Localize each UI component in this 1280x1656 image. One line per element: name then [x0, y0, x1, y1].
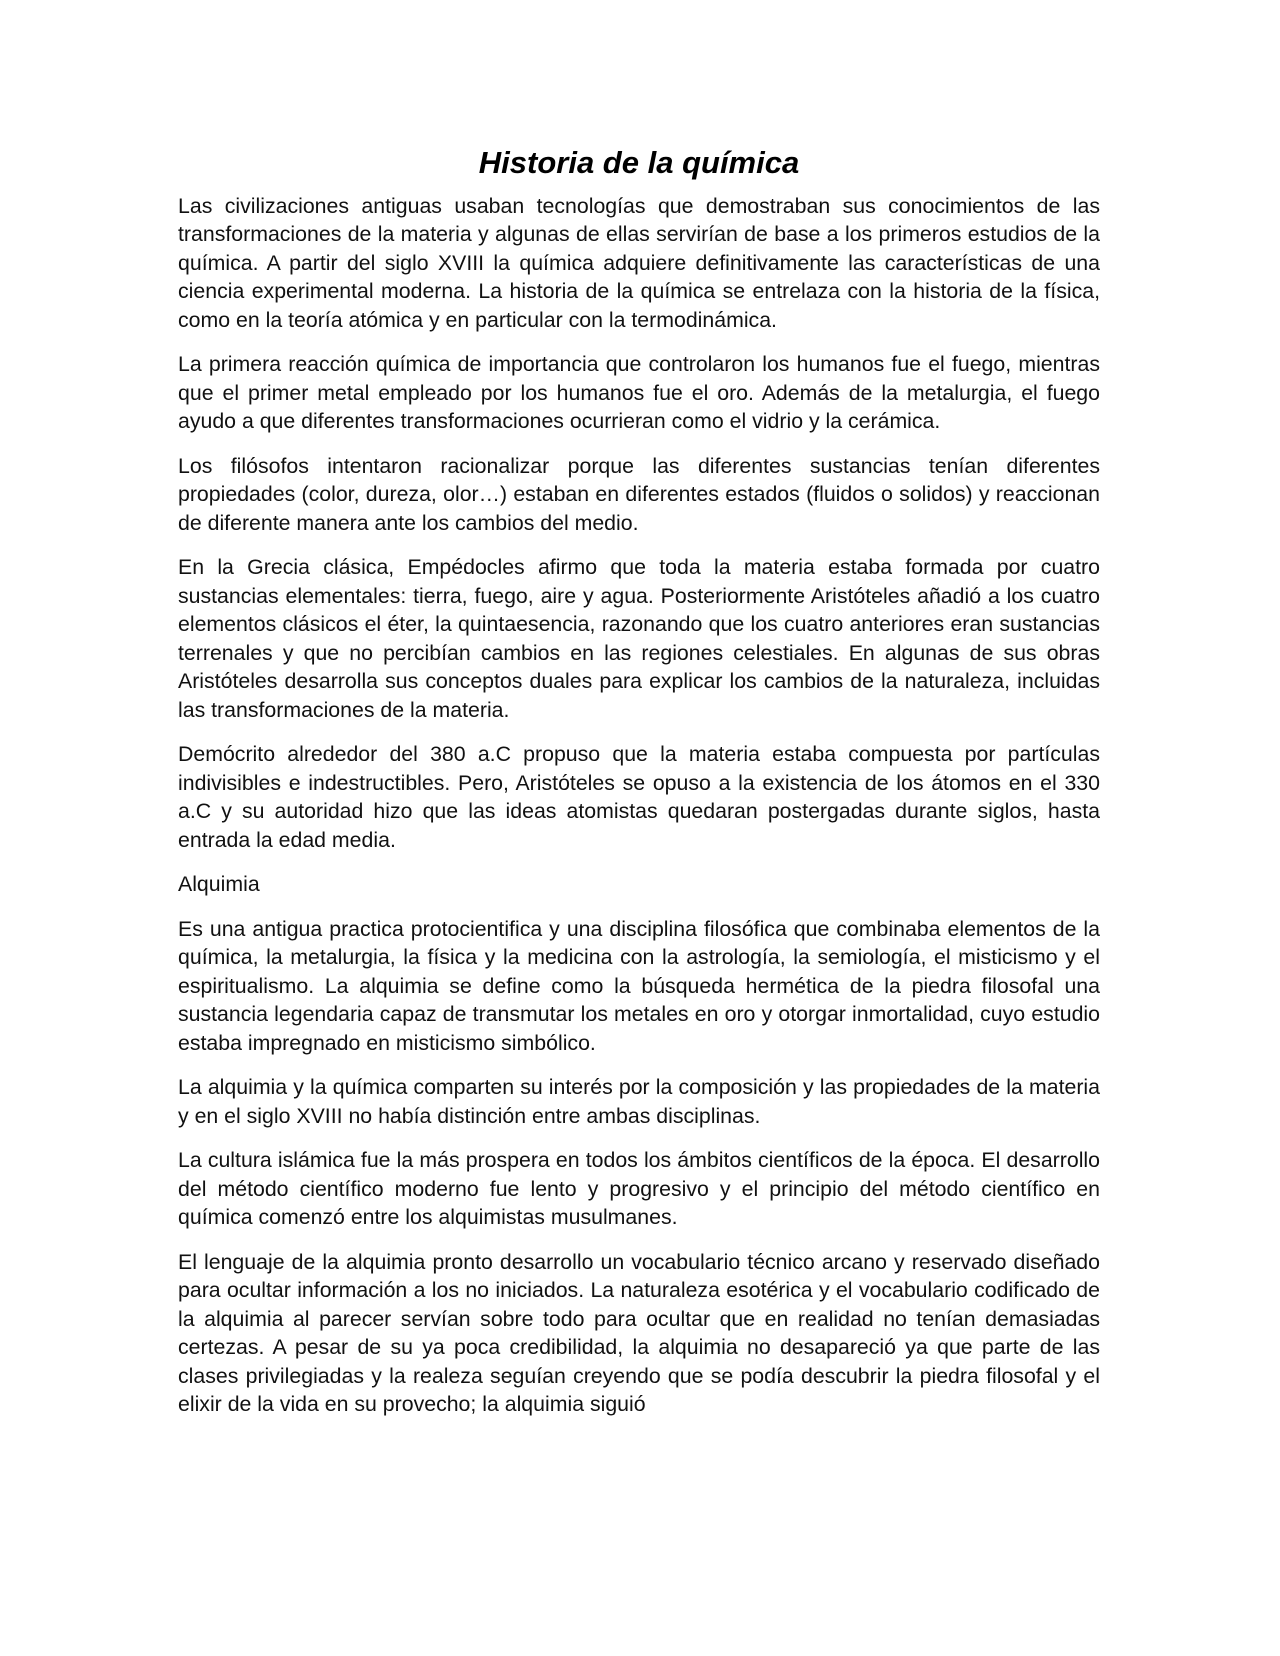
- section-heading-alquimia: Alquimia: [178, 872, 260, 897]
- paragraph-alchemy-chemistry: La alquimia y la química comparten su interés por la composición y las propiedades de la materia y en el siglo XVIII no había distinción entre ambas disciplinas.: [178, 1075, 1100, 1128]
- paragraph-philosophers: Los filósofos intentaron racionalizar porque las diferentes sustancias tenían diferentes propiedades (color, dureza, olor…) estaban en diferentes estados (fluidos o solidos) y reaccionan de diferente manera ante los cambios del medio.: [178, 453, 1100, 535]
- document-title: Historia de la química: [478, 145, 800, 180]
- paragraph-alchemy-definition: Es una antigua practica protocientifica y una disciplina filosófica que combinaba elementos de la química, la metalurgia, la física y la medicina con la astrología, la semiología, el misticismo y el espiritualismo. La alquimia se define como la búsqueda hermética de la piedra filosofal una sustancia legendaria capaz de transmutar los metales en oro y otorgar inmortalidad, cuyo estudio estaba impregnado en misticismo simbólico.: [178, 916, 1100, 1055]
- paragraph-alchemy-language: El lenguaje de la alquimia pronto desarrollo un vocabulario técnico arcano y reservado diseñado para ocultar información a los no iniciados. La naturaleza esotérica y el vocabulario codificado de la alquimia al parecer servían sobre todo para ocultar que en realidad no tenían demasiadas certezas. A pesar de su ya poca credibilidad, la alquimia no desapareció ya que parte de las clases privilegiadas y la realeza seguían creyendo que se podía descubrir la piedra filosofal y el elixir de la vida en su provecho; la alquimia siguió: [178, 1249, 1100, 1417]
- paragraph-classical-greece: En la Grecia clásica, Empédocles afirmo que toda la materia estaba formada por cuatro sustancias elementales: tierra, fuego, aire y agua. Posteriormente Aristóteles añadió a los cuatro elementos clásicos el éter, la quintaesencia, razonando que los cuatro anteriores eran sustancias terrenales y que no percibían cambios en las regiones celestiales. En algunas de sus obras Aristóteles desarrolla sus conceptos duales para explicar los cambios de la naturaleza, incluidas las transformaciones de la materia.: [178, 555, 1100, 722]
- paragraph-intro: Las civilizaciones antiguas usaban tecnologías que demostraban sus conocimientos de las transformaciones de la materia y algunas de ellas servirían de base a los primeros estudios de la química. A partir del siglo XVIII la química adquiere definitivamente las características de una ciencia experimental moderna. La historia de la química se entrelaza con la historia de la física, como en la teoría atómica y en particular con la termodinámica.: [178, 193, 1100, 332]
- paragraph-fire: La primera reacción química de importancia que controlaron los humanos fue el fuego, mientras que el primer metal empleado por los humanos fue el oro. Además de la metalurgia, el fuego ayudo a que diferentes transformaciones ocurrieran como el vidrio y la cerámica.: [178, 352, 1100, 434]
- paragraph-islamic-culture: La cultura islámica fue la más prospera en todos los ámbitos científicos de la época. El desarrollo del método científico moderno fue lento y progresivo y el principio del método científico en química comenzó entre los alquimistas musulmanes.: [178, 1148, 1100, 1230]
- document-page: [178, 142, 1100, 1435]
- paragraph-democritus: Demócrito alrededor del 380 a.C propuso que la materia estaba compuesta por partículas indivisibles e indestructibles. Pero, Aristóteles se opuso a la existencia de los átomos en el 330 a.C y su autoridad hizo que las ideas atomistas quedaran postergadas durante siglos, hasta entrada la edad media.: [178, 742, 1100, 852]
